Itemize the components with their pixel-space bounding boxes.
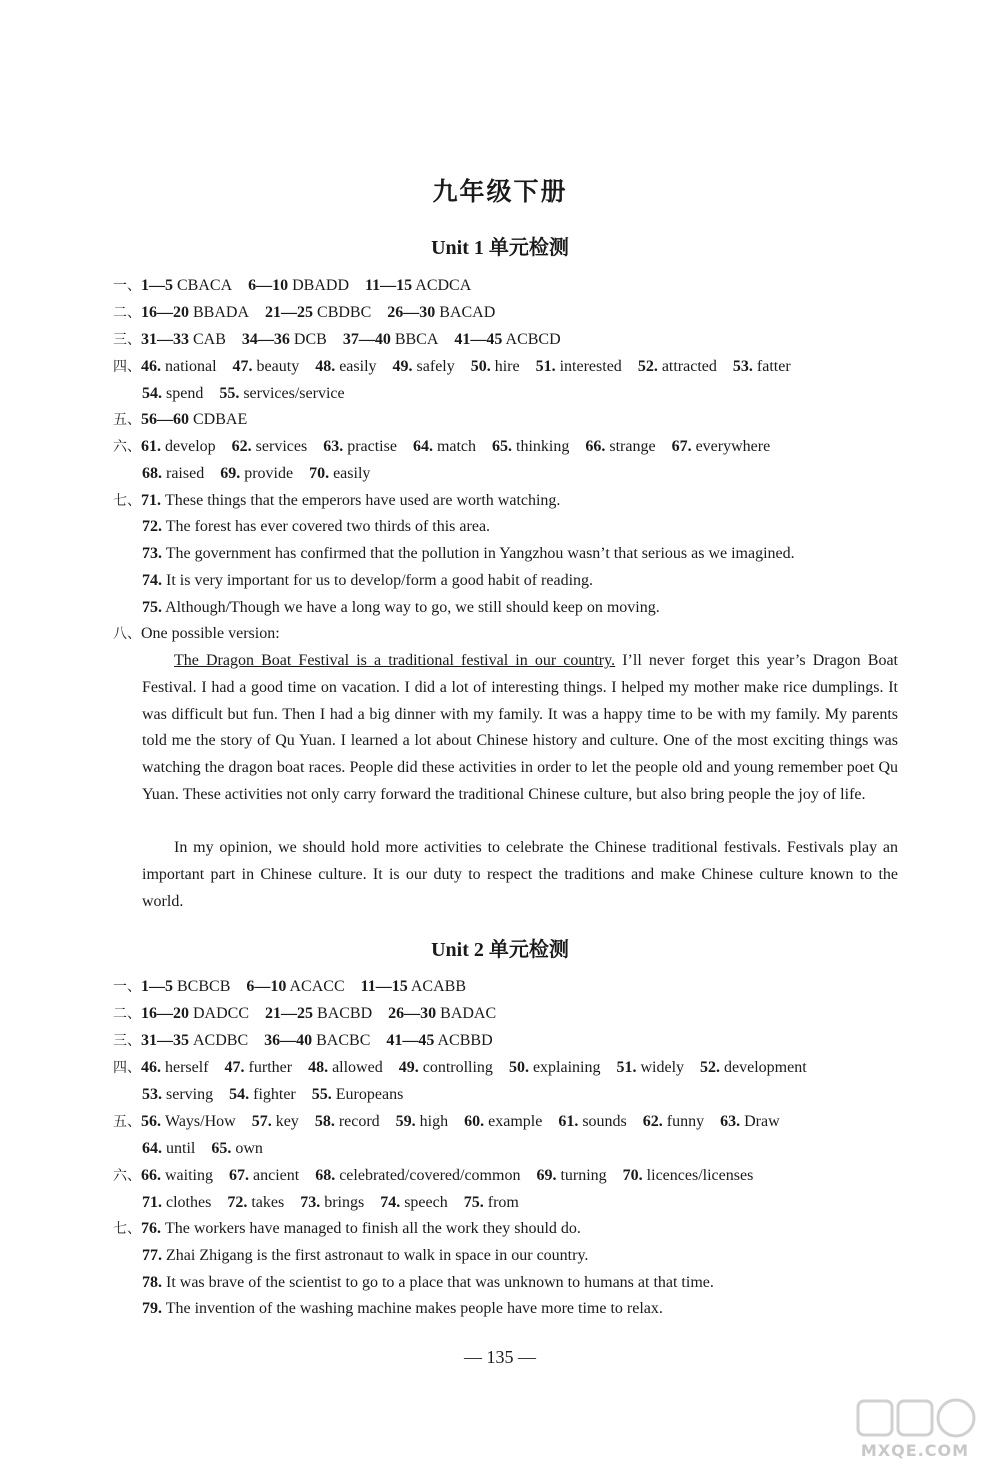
unit1-sentence-72: 72. The forest has ever covered two thirds of this area. <box>142 518 491 535</box>
unit1-section-4-line2: 54. spend 55. services/service <box>142 385 345 402</box>
essay-paragraph-2: In my opinion, we should hold more activities to celebrate the Chinese traditional festivals. Festivals play an important part in Chinese culture. It is our duty to respect the traditions and make Chinese culture known to the world. <box>142 839 898 910</box>
unit2-sentence-77: 77. Zhai Zhigang is the first astronaut to walk in space in our country. <box>142 1247 589 1264</box>
unit2-sentence-79: 79. The invention of the washing machine makes people have more time to relax. <box>142 1300 663 1317</box>
unit1-section-3: 三、31—33 CAB 34—36 DCB 37—40 BBCA 41—45 ACBCD <box>113 331 561 348</box>
unit2-section-1: 一、1—5 BCBCB 6—10 ACACC 11—15 ACABB <box>113 978 466 995</box>
unit2-section-3: 三、31—35 ACDBC 36—40 BACBC 41—45 ACBBD <box>113 1032 493 1049</box>
unit1-sentence-71: 七、71. These things that the emperors have used are worth watching. <box>113 492 561 509</box>
watermark-text: MXQE.COM <box>860 1441 970 1460</box>
unit2-section-2: 二、16—20 DADCC 21—25 BACBD 26—30 BADAC <box>113 1005 497 1022</box>
unit2-section-4-line2: 53. serving 54. fighter 55. Europeans <box>142 1086 404 1103</box>
watermark <box>840 1395 990 1465</box>
unit1-heading: Unit 1 单元检测 <box>431 237 569 259</box>
unit1-section-4-line1: 四、46. national 47. beauty 48. easily 49. safely 50. hire 51. interested 52. attracted 53. fatter <box>113 358 791 375</box>
unit2-section-6-line1: 六、66. waiting 67. ancient 68. celebrated/covered/common 69. turning 70. licences/licenses <box>113 1167 754 1184</box>
unit1-section-6-line1: 六、61. develop 62. services 63. practise 64. match 65. thinking 66. strange 67. everywhere <box>113 438 771 455</box>
unit1-section-6-line2: 68. raised 69. provide 70. easily <box>142 465 371 482</box>
essay-topic-sentence: The Dragon Boat Festival is a traditional festival in our country. <box>174 652 616 669</box>
unit2-section-5-line1: 五、56. Ways/How 57. key 58. record 59. high 60. example 61. sounds 62. funny 63. Draw <box>113 1113 780 1130</box>
page-number: — 135 — <box>464 1347 536 1367</box>
essay-paragraph-1: The Dragon Boat Festival is a traditional festival in our country. I’ll never forget this year’s Dragon Boat Festival. I had a good time on vacation. I did a lot of interesting things. I helped my mother make rice dumplings. It was difficult but fun. Then I had a big dinner with my family. It was a happy time to be with my family. My parents told me the story of Qu Yuan. I learned a lot about Chinese history and culture. One of the most exciting things was watching the dragon boat races. People did these activities in order to let the people old and young remember poet Qu Yuan. These activities not only carry forward the traditional Chinese culture, but also bring people the joy of life. <box>142 652 899 803</box>
unit1-sentence-75: 75. Although/Though we have a long way to go, we still should keep on moving. <box>142 599 660 616</box>
unit1-section-2: 二、16—20 BBADA 21—25 CBDBC 26—30 BACAD <box>113 304 496 321</box>
unit1-sentence-73: 73. The government has confirmed that the pollution in Yangzhou wasn’t that serious as we imagined. <box>142 545 795 562</box>
unit2-sentence-76: 七、76. The workers have managed to finish all the work they should do. <box>113 1220 581 1237</box>
unit1-section-8-intro: 八、One possible version: <box>113 625 280 642</box>
unit2-section-5-line2: 64. until 65. own <box>142 1140 263 1157</box>
unit2-section-6-line2: 71. clothes 72. takes 73. brings 74. speech 75. from <box>142 1194 519 1211</box>
unit1-section-5: 五、56—60 CDBAE <box>113 411 248 428</box>
watermark-logo-icon <box>840 1395 990 1441</box>
unit2-section-4-line1: 四、46. herself 47. further 48. allowed 49. controlling 50. explaining 51. widely 52. development <box>113 1059 807 1076</box>
unit1-sentence-74: 74. It is very important for us to develop/form a good habit of reading. <box>142 572 594 589</box>
unit2-heading: Unit 2 单元检测 <box>431 939 569 961</box>
unit2-sentence-78: 78. It was brave of the scientist to go to a place that was unknown to humans at that time. <box>142 1274 714 1291</box>
unit1-section-1: 一、1—5 CBACA 6—10 DBADD 11—15 ACDCA <box>113 277 472 294</box>
page-title: 九年级下册 <box>432 177 568 206</box>
